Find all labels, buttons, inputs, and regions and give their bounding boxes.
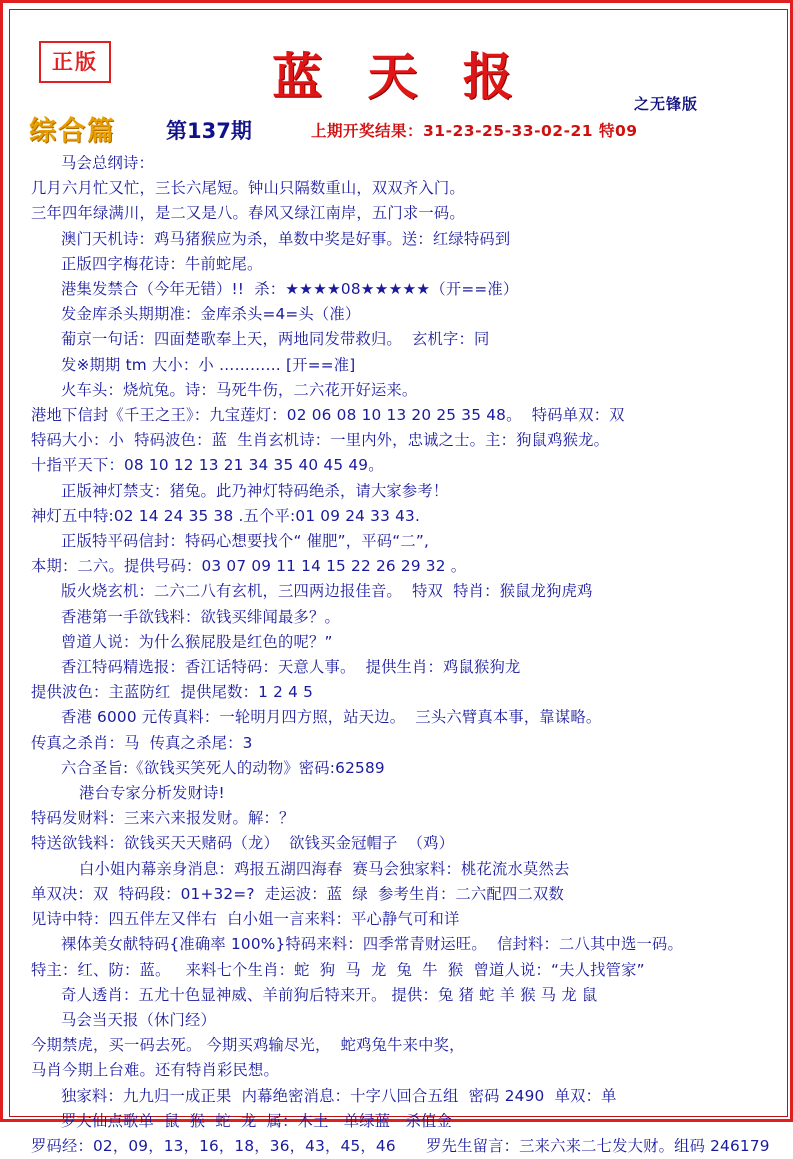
body-line: 正版四字梅花诗：牛前蛇尾。 <box>61 254 263 273</box>
body-line: 见诗中特：四五伴左又伴右 白小姐一言来料：平心静气可和详 <box>31 910 460 929</box>
body-line: 特码发财料：三来六来报发财。解：？ <box>31 809 295 828</box>
edition-subtitle: 之无锋版 <box>633 95 698 113</box>
body-line: 发※期期 tm 大小：小 ………… [开==准] <box>61 355 356 374</box>
article-body <box>3 151 793 1159</box>
body-line: 港台专家分析发财诗! <box>79 784 225 803</box>
body-line: 今期禁虎，买一码去死。 今期买鸡输尽光， 蛇鸡兔牛来中奖， <box>31 1036 465 1055</box>
body-line: 港集发禁合（今年无错）!! 杀：★★★★08★★★★★（开==准） <box>61 280 519 299</box>
body-line: 正版神灯禁支：猪兔。此乃神灯特码绝杀，请大家参考！ <box>61 481 449 500</box>
body-line: 香港 6000 元传真料：一轮明月四方照，站天边。 三头六臂真本事，靠谋略。 <box>61 708 602 727</box>
body-line: 独家料：九九归一成正果 内幕绝密消息：十字八回合五组 密码 2490 单双：单 <box>61 1086 617 1105</box>
body-line: 十指平天下：08 10 12 13 21 34 35 40 45 49。 <box>31 456 384 475</box>
body-line: 白小姐内幕亲身消息：鸡报五湖四海春 赛马会独家料：桃花流水莫然去 <box>79 859 570 878</box>
body-line: 曾道人说：为什么猴屁股是红色的呢？” <box>61 632 333 651</box>
body-line: 港地下信封《千王之王》：九宝莲灯：02 06 08 10 13 20 25 35 48。 特码单双：双 <box>31 406 625 425</box>
body-line: 版火烧玄机：二六二八有玄机，三四两边报佳音。 特双 特肖：猴鼠龙狗虎鸡 <box>61 582 593 601</box>
section-title: 综合篇 <box>29 116 116 147</box>
body-line: 香港第一手欲钱料：欲钱买绯闻最多？。 <box>61 607 340 626</box>
body-line: 罗码经：02，09，13，16，18，36，43，45，46 罗先生留言：三来六来二七发大财。组码 246179 <box>31 1136 770 1155</box>
body-line: 罗大仙点歌单 鼠 猴 蛇 龙 属：木土 单绿蓝 杀值金 <box>61 1111 452 1130</box>
body-line: 传真之杀肖：马 传真之杀尾：3 <box>31 733 253 752</box>
body-line: 澳门天机诗：鸡马猪猴应为杀，单数中奖是好事。送：红绿特码到 <box>61 229 511 248</box>
last-draw-result: 上期开奖结果：31-23-25-33-02-21 特09 <box>311 122 638 140</box>
body-line: 香江特码精选报：香江话特码：天意人事。 提供生肖：鸡鼠猴狗龙 <box>61 658 521 677</box>
body-line: 六合圣旨:《欲钱买笑死人的动物》密码:62589 <box>61 758 385 777</box>
body-line: 特码大小：小 特码波色：蓝 生肖玄机诗：一里内外，忠诚之士。主：狗鼠鸡猴龙。 <box>31 431 610 450</box>
body-line: 特送欲钱料：欲钱买天天赌码（龙） 欲钱买金冠帽子 （鸡） <box>31 834 455 853</box>
body-line: 神灯五中特:02 14 24 35 38 .五个平:01 09 24 33 43. <box>31 506 421 525</box>
body-line: 马会总纲诗： <box>61 154 154 172</box>
body-line: 马会当天报（休门经） <box>61 1010 216 1029</box>
body-line: 正版特平码信封：特码心想要找个“ 催肥”，平码“二”, <box>61 532 430 551</box>
body-line: 火车头：烧炕兔。诗：马死牛伤，二六花开好运来。 <box>61 380 418 399</box>
body-line: 提供波色：主蓝防红 提供尾数：1 2 4 5 <box>31 683 313 702</box>
body-line: 三年四年绿满川，是二又是八。春风又绿江南岸，五门求一码。 <box>31 204 465 223</box>
body-line: 裸体美女献特码{准确率 100%}特码来料：四季常青财运旺。 信封料：二八其中选一码。 <box>61 935 683 954</box>
edition-badge: 正版 <box>39 41 111 83</box>
body-line: 特主：红、防：蓝。 来料七个生肖：蛇 狗 马 龙 兔 牛 猴 曾道人说：“夫人找管家” <box>31 960 645 979</box>
page-title: 蓝 天 报 <box>272 47 527 106</box>
body-line: 发金库杀头期期准：金库杀头=4=头（准） <box>61 305 361 324</box>
body-line: 几月六月忙又忙，三长六尾短。钟山只隔数重山，双双齐入门。 <box>31 179 465 198</box>
body-line: 马肖今期上台难。还有特肖彩民想。 <box>31 1061 279 1080</box>
body-line: 单双决：双 特码段：01+32=? 走运波：蓝 绿 参考生肖：二六配四二双数 <box>31 884 564 903</box>
body-line: 葡京一句话：四面楚歌奉上天，两地同发带救归。 玄机字：同 <box>61 330 490 349</box>
issue-number: 第137期 <box>166 119 252 143</box>
body-line: 本期：二六。提供号码：03 07 09 11 14 15 22 26 29 32 。 <box>31 557 467 576</box>
body-line: 奇人透肖：五尤十色显神威、羊前狗后特来开。 提供：兔 猪 蛇 羊 猴 马 龙 鼠 <box>61 985 598 1004</box>
